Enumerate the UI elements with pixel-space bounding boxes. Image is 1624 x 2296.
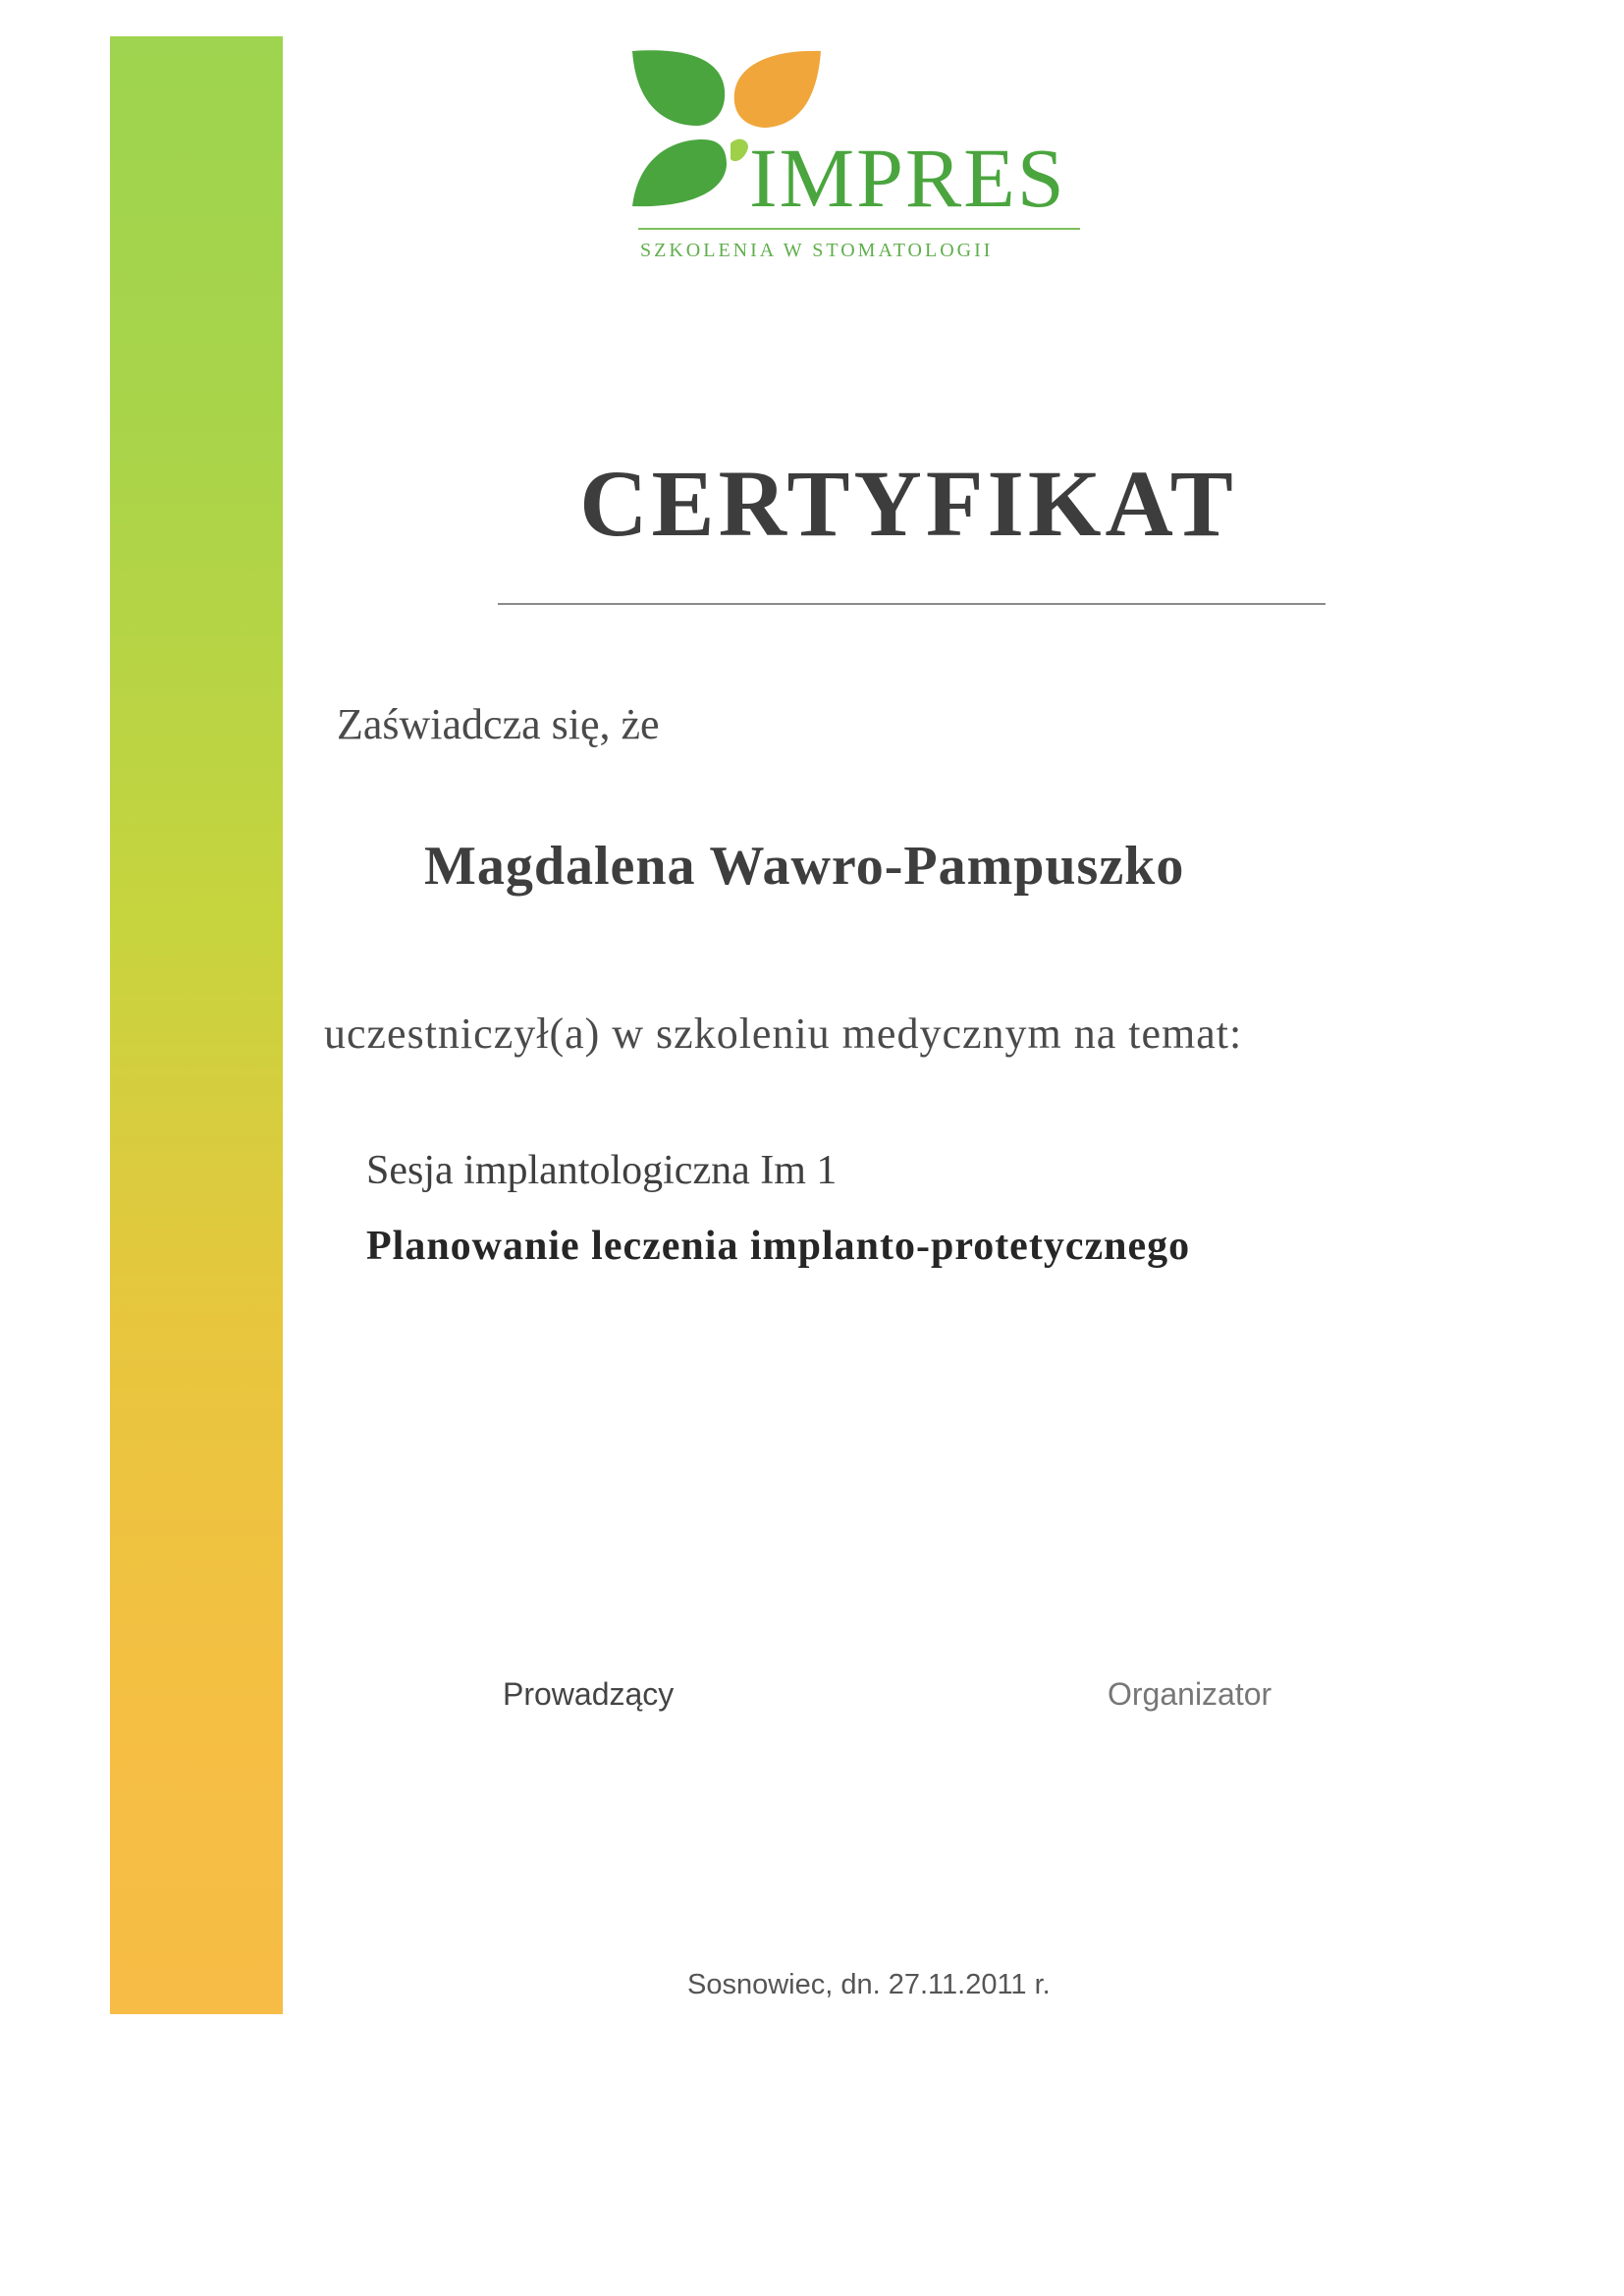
training-topic: Planowanie leczenia implanto-protetycznego <box>366 1224 1191 1269</box>
session-name: Sesja implantologiczna Im 1 <box>366 1148 838 1193</box>
intro-text: Zaświadcza się, że <box>337 700 660 748</box>
logo-divider <box>638 228 1080 230</box>
participant-name: Magdalena Wawro-Pampuszko <box>424 836 1185 897</box>
place-and-date: Sosnowiec, dn. 27.11.2011 r. <box>687 1969 1051 2000</box>
gradient-side-bar <box>110 36 283 2014</box>
organizer-signature-label: Organizator <box>1108 1676 1272 1712</box>
title-divider <box>498 603 1326 605</box>
logo-tagline: SZKOLENIA W STOMATOLOGII <box>640 240 994 261</box>
participation-text: uczestniczył(a) w szkoleniu medycznym na temat: <box>324 1010 1243 1058</box>
lead-signature-label: Prowadzący <box>503 1676 675 1712</box>
logo-wordmark: IMPRES <box>749 131 1066 225</box>
impres-logo <box>628 49 1100 275</box>
certificate-title: CERTYFIKAT <box>579 451 1237 556</box>
